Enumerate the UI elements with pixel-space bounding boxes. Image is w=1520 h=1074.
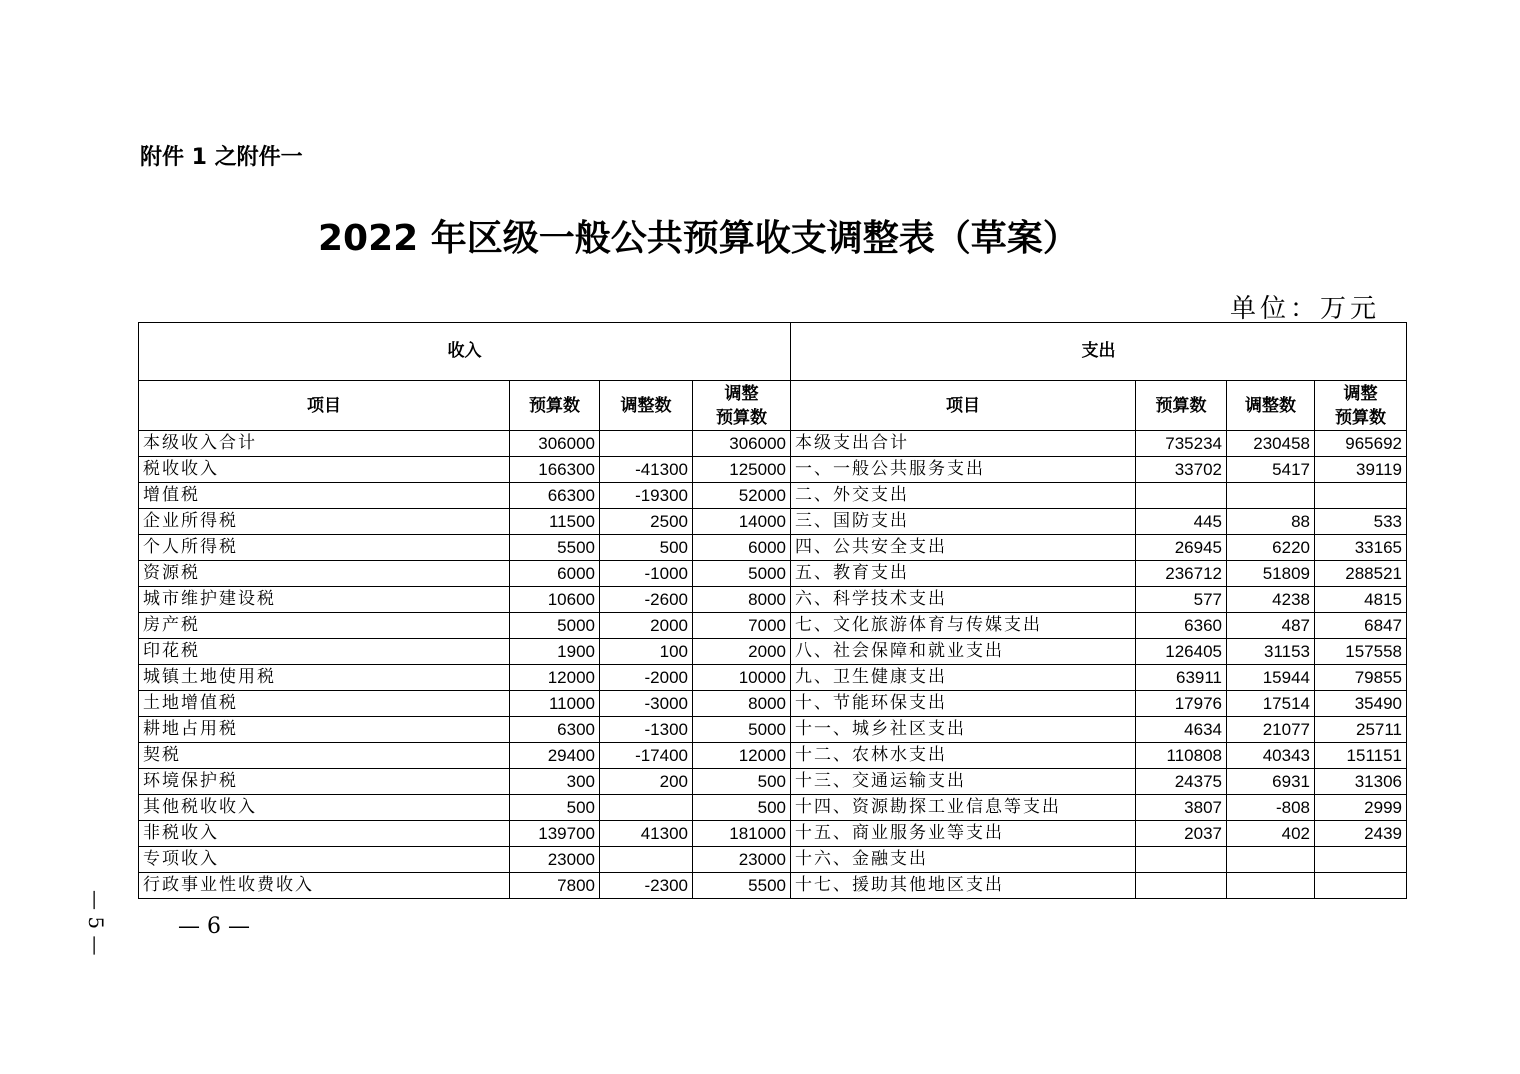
- income-budget-cell: 66300: [510, 483, 600, 509]
- income-adjust-cell: 200: [600, 769, 693, 795]
- expense-budget-cell: 26945: [1136, 535, 1227, 561]
- expense-adjusted-cell: 288521: [1315, 561, 1407, 587]
- income-budget-cell: 500: [510, 795, 600, 821]
- expense-adjusted-cell: [1315, 847, 1407, 873]
- income-adjust-cell: 41300: [600, 821, 693, 847]
- expense-adjusted-cell: 157558: [1315, 639, 1407, 665]
- table-row: [139, 743, 1407, 769]
- income-adjusted-cell: 500: [693, 795, 791, 821]
- income-adjust-cell: -1300: [600, 717, 693, 743]
- income-item-cell: 环境保护税: [139, 769, 510, 795]
- income-item-cell: 其他税收收入: [139, 795, 510, 821]
- income-item-cell: 增值税: [139, 483, 510, 509]
- expense-budget-cell: 33702: [1136, 457, 1227, 483]
- table-body: [139, 431, 1407, 899]
- income-adjust-cell: -2600: [600, 587, 693, 613]
- expense-budget-cell: 126405: [1136, 639, 1227, 665]
- budget-table: [138, 322, 1407, 899]
- expense-adjusted-cell: 2999: [1315, 795, 1407, 821]
- expense-adjusted-cell: 4815: [1315, 587, 1407, 613]
- income-adjusted-cell: 6000: [693, 535, 791, 561]
- expense-budget-cell: 236712: [1136, 561, 1227, 587]
- header-line2: 预算数: [1335, 407, 1386, 428]
- expense-budget-cell: 4634: [1136, 717, 1227, 743]
- table-row: [139, 873, 1407, 899]
- income-budget-cell: 7800: [510, 873, 600, 899]
- income-budget-header: 预算数: [510, 381, 600, 431]
- unit-label: 单位：万元: [1229, 294, 1380, 324]
- expense-item-cell: 五、教育支出: [791, 561, 1136, 587]
- income-adjust-cell: -1000: [600, 561, 693, 587]
- expense-adjust-cell: 15944: [1227, 665, 1315, 691]
- income-adjust-cell: 100: [600, 639, 693, 665]
- expense-adjusted-cell: 151151: [1315, 743, 1407, 769]
- attachment-label: 附件 1 之附件一: [140, 145, 303, 170]
- expense-budget-cell: 2037: [1136, 821, 1227, 847]
- expense-adjust-header: 调整数: [1227, 381, 1315, 431]
- income-item-cell: 印花税: [139, 639, 510, 665]
- expense-adjusted-cell: [1315, 873, 1407, 899]
- expense-item-cell: 本级支出合计: [791, 431, 1136, 457]
- expense-item-cell: 十五、商业服务业等支出: [791, 821, 1136, 847]
- expense-item-cell: 十四、资源勘探工业信息等支出: [791, 795, 1136, 821]
- income-adjust-cell: 500: [600, 535, 693, 561]
- table-row: [139, 561, 1407, 587]
- income-adjusted-cell: 181000: [693, 821, 791, 847]
- expense-budget-cell: 577: [1136, 587, 1227, 613]
- income-budget-cell: 6000: [510, 561, 600, 587]
- expense-adjusted-cell: 25711: [1315, 717, 1407, 743]
- expense-adjust-cell: 6220: [1227, 535, 1315, 561]
- income-budget-cell: 12000: [510, 665, 600, 691]
- income-budget-cell: 23000: [510, 847, 600, 873]
- income-item-cell: 资源税: [139, 561, 510, 587]
- income-adjusted-cell: 14000: [693, 509, 791, 535]
- expense-adjust-cell: 31153: [1227, 639, 1315, 665]
- income-budget-cell: 29400: [510, 743, 600, 769]
- page-title: 2022 年区级一般公共预算收支调整表（草案）: [318, 218, 1079, 259]
- expense-adjust-cell: 88: [1227, 509, 1315, 535]
- expense-item-cell: 九、卫生健康支出: [791, 665, 1136, 691]
- income-budget-cell: 5000: [510, 613, 600, 639]
- income-adjusted-header: [693, 381, 791, 431]
- expense-adjust-cell: 4238: [1227, 587, 1315, 613]
- expense-item-cell: 二、外交支出: [791, 483, 1136, 509]
- expense-item-cell: 十六、金融支出: [791, 847, 1136, 873]
- income-item-header: 项目: [139, 381, 510, 431]
- expense-adjusted-cell: 533: [1315, 509, 1407, 535]
- expense-item-cell: 三、国防支出: [791, 509, 1136, 535]
- table-row: [139, 457, 1407, 483]
- income-adjust-cell: [600, 795, 693, 821]
- expense-adjust-cell: 40343: [1227, 743, 1315, 769]
- table-row: [139, 431, 1407, 457]
- expense-item-cell: 十三、交通运输支出: [791, 769, 1136, 795]
- income-item-cell: 契税: [139, 743, 510, 769]
- income-item-cell: 企业所得税: [139, 509, 510, 535]
- income-item-cell: 个人所得税: [139, 535, 510, 561]
- header-line2: 预算数: [716, 407, 767, 428]
- income-adjusted-cell: 125000: [693, 457, 791, 483]
- income-adjust-cell: 2500: [600, 509, 693, 535]
- expense-budget-cell: 17976: [1136, 691, 1227, 717]
- table-row: [139, 613, 1407, 639]
- expense-budget-cell: 24375: [1136, 769, 1227, 795]
- income-adjust-cell: -17400: [600, 743, 693, 769]
- table-row: [139, 483, 1407, 509]
- table-row: [139, 691, 1407, 717]
- income-adjusted-cell: 12000: [693, 743, 791, 769]
- income-adjusted-cell: 5000: [693, 717, 791, 743]
- expense-adjust-cell: [1227, 847, 1315, 873]
- header-line1: 调整: [1343, 383, 1378, 404]
- expense-budget-cell: [1136, 847, 1227, 873]
- income-adjust-cell: -3000: [600, 691, 693, 717]
- income-budget-cell: 1900: [510, 639, 600, 665]
- table-row: [139, 847, 1407, 873]
- expense-adjust-cell: [1227, 873, 1315, 899]
- income-adjust-cell: -19300: [600, 483, 693, 509]
- expense-item-cell: 十七、援助其他地区支出: [791, 873, 1136, 899]
- income-budget-cell: 11000: [510, 691, 600, 717]
- income-budget-cell: 10600: [510, 587, 600, 613]
- income-adjusted-cell: 52000: [693, 483, 791, 509]
- expense-item-header: 项目: [791, 381, 1136, 431]
- income-adjusted-cell: 8000: [693, 691, 791, 717]
- expense-item-cell: 八、社会保障和就业支出: [791, 639, 1136, 665]
- expense-adjust-cell: 17514: [1227, 691, 1315, 717]
- income-item-cell: 本级收入合计: [139, 431, 510, 457]
- income-adjusted-cell: 5500: [693, 873, 791, 899]
- expense-item-cell: 十、节能环保支出: [791, 691, 1136, 717]
- table-row: [139, 535, 1407, 561]
- expense-budget-cell: [1136, 483, 1227, 509]
- income-adjust-header: 调整数: [600, 381, 693, 431]
- table-row: [139, 821, 1407, 847]
- income-adjust-cell: 2000: [600, 613, 693, 639]
- expense-adjusted-cell: 2439: [1315, 821, 1407, 847]
- income-adjusted-cell: 5000: [693, 561, 791, 587]
- income-adjust-cell: [600, 431, 693, 457]
- page-number: — 6 —: [178, 914, 250, 939]
- income-adjusted-cell: 306000: [693, 431, 791, 457]
- income-budget-cell: 139700: [510, 821, 600, 847]
- income-item-cell: 房产税: [139, 613, 510, 639]
- expense-item-cell: 四、公共安全支出: [791, 535, 1136, 561]
- expense-budget-header: 预算数: [1136, 381, 1227, 431]
- income-budget-cell: 5500: [510, 535, 600, 561]
- expense-budget-cell: 3807: [1136, 795, 1227, 821]
- income-item-cell: 城镇土地使用税: [139, 665, 510, 691]
- expense-item-cell: 七、文化旅游体育与传媒支出: [791, 613, 1136, 639]
- expense-adjust-cell: [1227, 483, 1315, 509]
- expense-item-cell: 十二、农林水支出: [791, 743, 1136, 769]
- expense-budget-cell: 110808: [1136, 743, 1227, 769]
- income-section-header: 收入: [139, 323, 791, 381]
- income-budget-cell: 11500: [510, 509, 600, 535]
- expense-adjusted-cell: 965692: [1315, 431, 1407, 457]
- expense-adjust-cell: -808: [1227, 795, 1315, 821]
- income-adjust-cell: -41300: [600, 457, 693, 483]
- expense-adjust-cell: 5417: [1227, 457, 1315, 483]
- expense-adjusted-header: [1315, 381, 1407, 431]
- table-row: [139, 639, 1407, 665]
- table-row: [139, 587, 1407, 613]
- expense-adjusted-cell: 35490: [1315, 691, 1407, 717]
- income-item-cell: 土地增值税: [139, 691, 510, 717]
- table-row: [139, 717, 1407, 743]
- income-item-cell: 非税收入: [139, 821, 510, 847]
- expense-adjust-cell: 21077: [1227, 717, 1315, 743]
- income-item-cell: 专项收入: [139, 847, 510, 873]
- expense-adjusted-cell: 39119: [1315, 457, 1407, 483]
- expense-adjusted-cell: 33165: [1315, 535, 1407, 561]
- table-row: [139, 509, 1407, 535]
- expense-budget-cell: 6360: [1136, 613, 1227, 639]
- expense-budget-cell: 445: [1136, 509, 1227, 535]
- expense-item-cell: 六、科学技术支出: [791, 587, 1136, 613]
- side-page-number: — 5 —: [84, 890, 108, 956]
- income-item-cell: 税收收入: [139, 457, 510, 483]
- expense-budget-cell: 735234: [1136, 431, 1227, 457]
- table-row: [139, 795, 1407, 821]
- expense-adjusted-cell: [1315, 483, 1407, 509]
- income-budget-cell: 6300: [510, 717, 600, 743]
- expense-section-header: 支出: [791, 323, 1407, 381]
- income-budget-cell: 166300: [510, 457, 600, 483]
- income-adjusted-cell: 23000: [693, 847, 791, 873]
- expense-adjusted-cell: 79855: [1315, 665, 1407, 691]
- income-adjusted-cell: 500: [693, 769, 791, 795]
- expense-item-cell: 一、一般公共服务支出: [791, 457, 1136, 483]
- expense-adjust-cell: 51809: [1227, 561, 1315, 587]
- income-item-cell: 耕地占用税: [139, 717, 510, 743]
- income-budget-cell: 306000: [510, 431, 600, 457]
- expense-adjust-cell: 487: [1227, 613, 1315, 639]
- income-adjusted-cell: 10000: [693, 665, 791, 691]
- income-adjust-cell: -2000: [600, 665, 693, 691]
- header-line1: 调整: [724, 383, 759, 404]
- expense-adjusted-cell: 6847: [1315, 613, 1407, 639]
- income-budget-cell: 300: [510, 769, 600, 795]
- expense-budget-cell: 63911: [1136, 665, 1227, 691]
- expense-adjust-cell: 230458: [1227, 431, 1315, 457]
- income-adjusted-cell: 2000: [693, 639, 791, 665]
- expense-adjust-cell: 6931: [1227, 769, 1315, 795]
- income-adjust-cell: -2300: [600, 873, 693, 899]
- table-row: [139, 665, 1407, 691]
- income-adjusted-cell: 8000: [693, 587, 791, 613]
- income-adjusted-cell: 7000: [693, 613, 791, 639]
- expense-adjust-cell: 402: [1227, 821, 1315, 847]
- income-item-cell: 行政事业性收费收入: [139, 873, 510, 899]
- income-adjust-cell: [600, 847, 693, 873]
- income-item-cell: 城市维护建设税: [139, 587, 510, 613]
- expense-item-cell: 十一、城乡社区支出: [791, 717, 1136, 743]
- expense-budget-cell: [1136, 873, 1227, 899]
- table-row: [139, 769, 1407, 795]
- expense-adjusted-cell: 31306: [1315, 769, 1407, 795]
